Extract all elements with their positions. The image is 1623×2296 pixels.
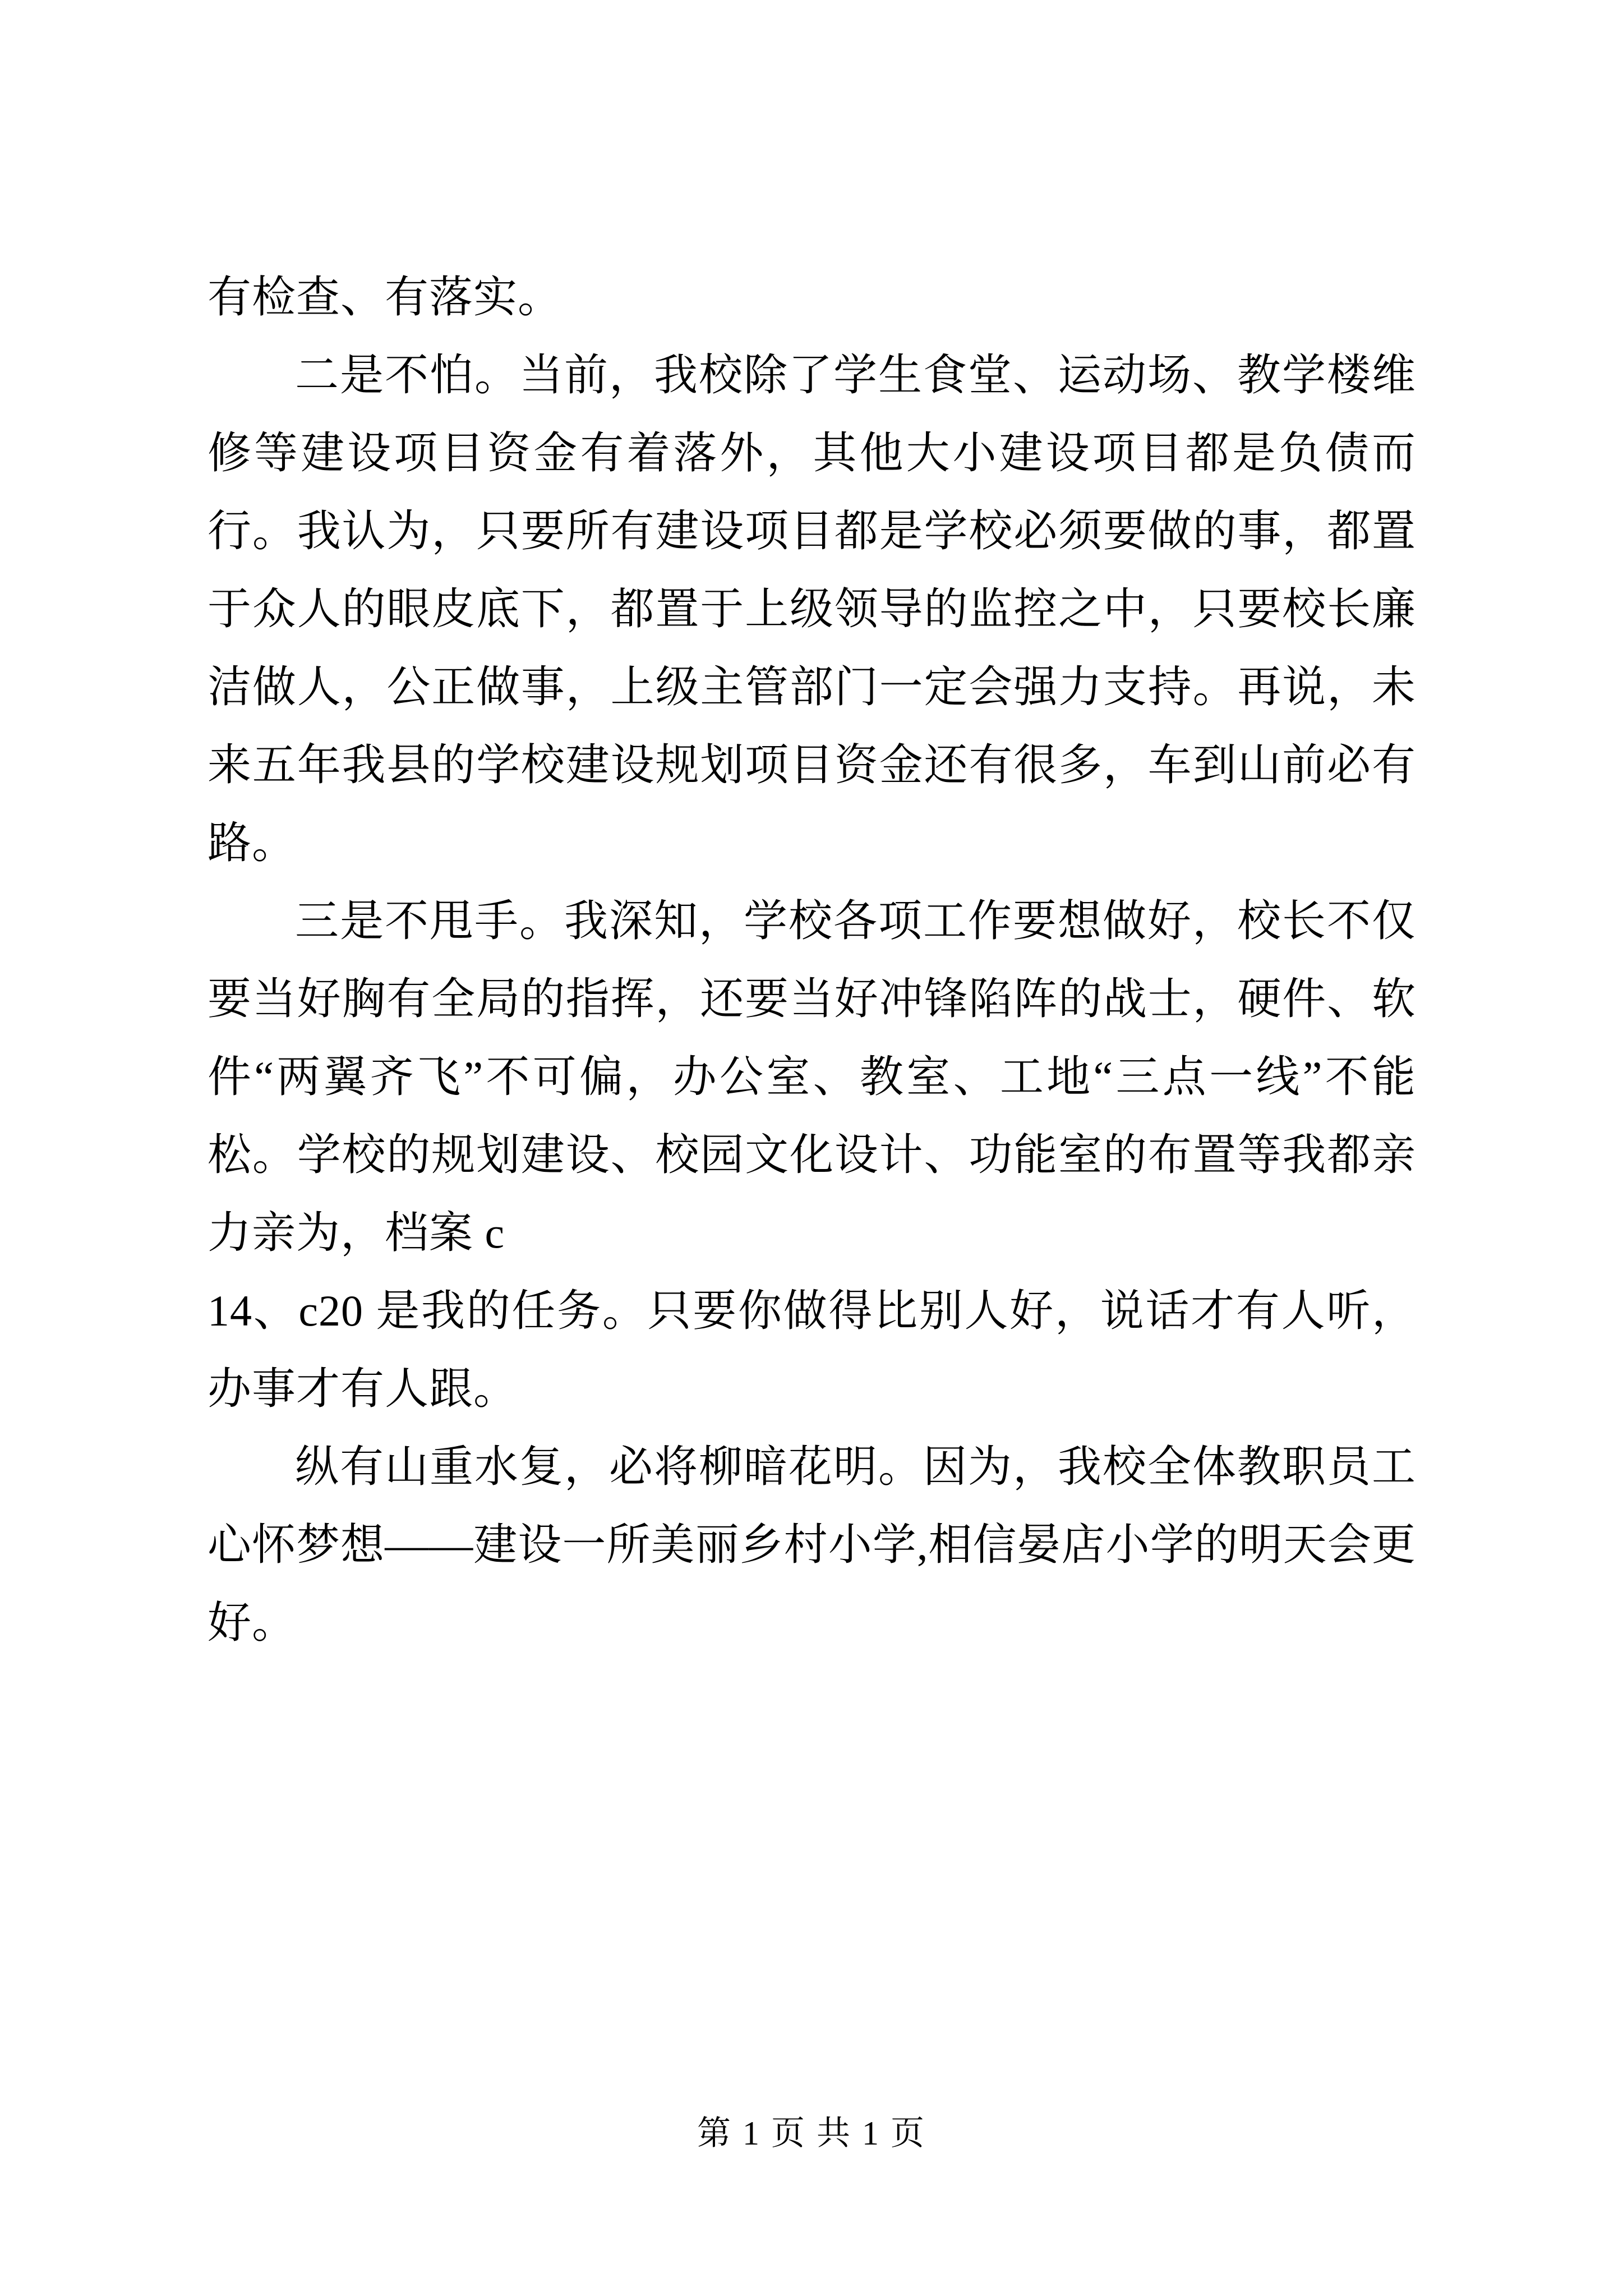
paragraph: 纵有山重水复，必将柳暗花明。因为，我校全体教职员工心怀梦想——建设一所美丽乡村小学,相信晏店小学的明天会更好。 [208, 1442, 1416, 1647]
paragraph: 三是不甩手。我深知，学校各项工作要想做好，校长不仅要当好胸有全局的指挥，还要当好冲锋陷阵的战士，硬件、软件“两翼齐飞”不可偏，办公室、教室、工地“三点一线”不能松。学校的规划建设、校园文化设计、功能室的布置等我都亲力亲为，档案 c [208, 896, 1416, 1257]
page-footer: 第 1 页 共 1 页 [697, 2115, 926, 2152]
document-body [208, 258, 1416, 1662]
paragraph: 二是不怕。当前，我校除了学生食堂、运动场、教学楼维修等建设项目资金有着落外，其他大小建设项目都是负债而行。我认为，只要所有建设项目都是学校必须要做的事，都置于众人的眼皮底下，都置于上级领导的监控之中，只要校长廉洁做人，公正做事，上级主管部门一定会强力支持。再说，未来五年我县的学校建设规划项目资金还有很多，车到山前必有路。 [208, 351, 1416, 867]
paragraph: 14、c20 是我的任务。只要你做得比别人好，说话才有人听，办事才有人跟。 [208, 1286, 1416, 1413]
paragraph: 有检查、有落实。 [208, 273, 562, 321]
